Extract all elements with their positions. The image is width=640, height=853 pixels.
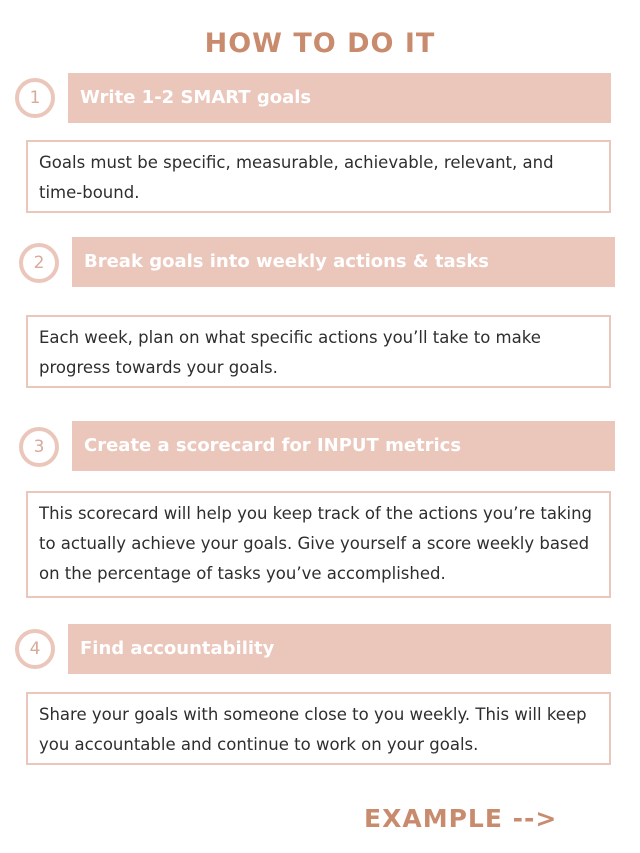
step-4-header: [68, 624, 611, 674]
step-2-header: [72, 237, 615, 287]
step-3-heading: Create a scorecard for INPUT metrics: [84, 435, 462, 456]
step-2-description: Each week, plan on what specific actions you’ll take to make progress towards your goals.: [26, 315, 611, 388]
step-3-number-badge: 3: [19, 427, 59, 467]
step-2-heading: Break goals into weekly actions & tasks: [84, 251, 490, 272]
step-1-description: Goals must be specific, measurable, achievable, relevant, and time-bound.: [26, 140, 611, 213]
step-4-heading: Find accountability: [80, 638, 275, 659]
step-1-header: [68, 73, 611, 123]
step-3-description: This scorecard will help you keep track of the actions you’re taking to actually achieve your goals. Give yourself a score weekly based on the percentage of tasks you’ve accomplished.: [26, 491, 611, 598]
step-2-number-badge: 2: [19, 243, 59, 283]
example-link[interactable]: EXAMPLE -->: [364, 804, 558, 833]
step-1-number-badge: 1: [15, 78, 55, 118]
page-title: HOW TO DO IT: [204, 28, 436, 59]
step-3-header: [72, 421, 615, 471]
step-4-description: Share your goals with someone close to you weekly. This will keep you accountable and continue to work on your goals.: [26, 692, 611, 765]
step-1-heading: Write 1-2 SMART goals: [80, 87, 312, 108]
step-4-number-badge: 4: [15, 629, 55, 669]
